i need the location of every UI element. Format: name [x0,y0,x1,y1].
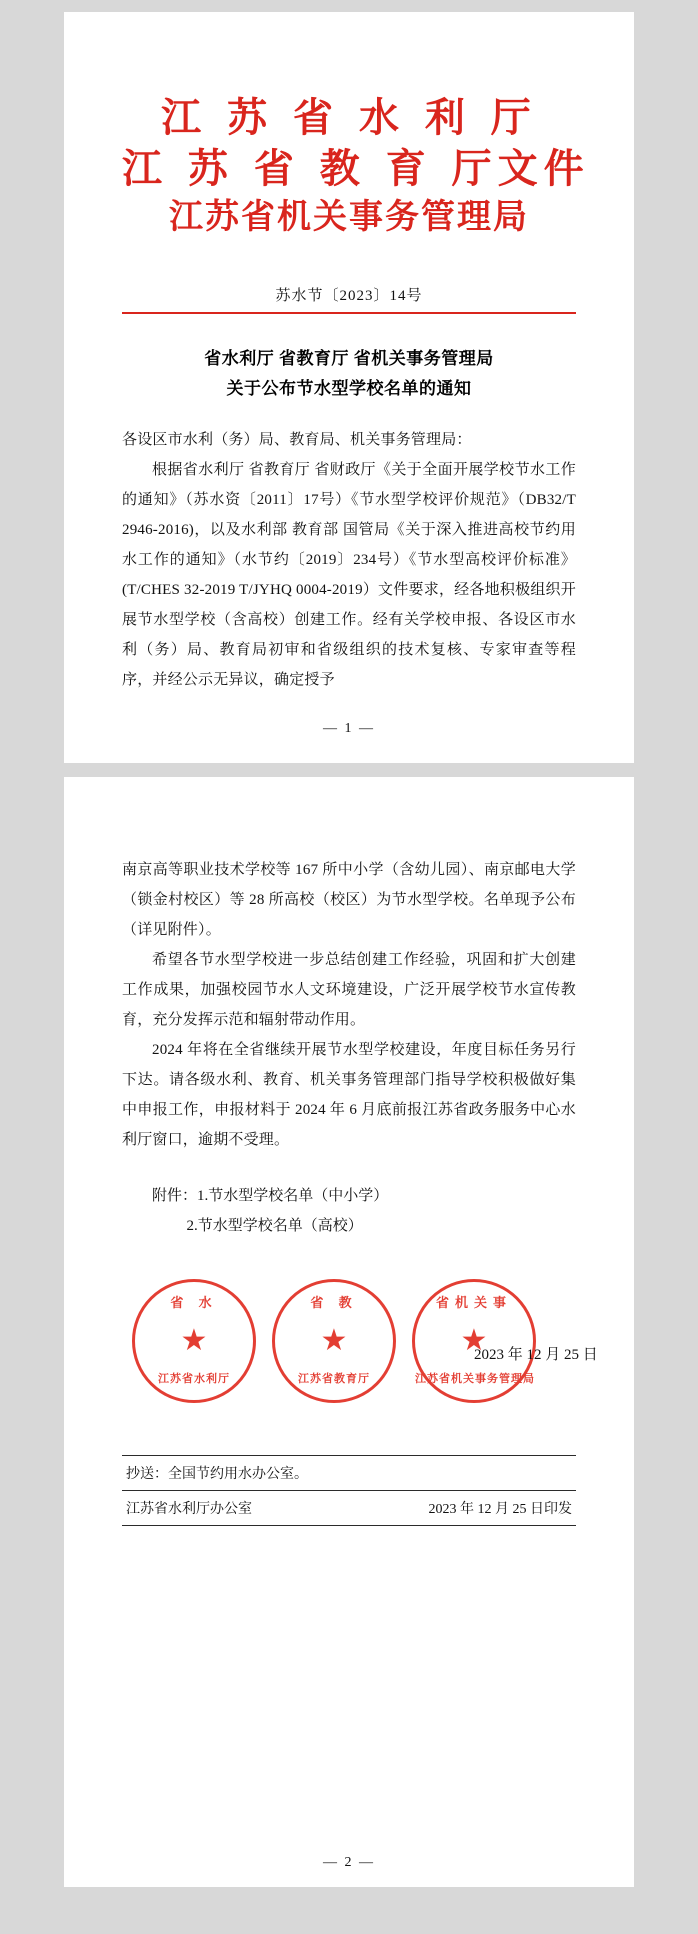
document-footer [122,1455,576,1526]
star-icon: ★ [180,1324,208,1358]
page2-paragraph-1: 南京高等职业技术学校等 167 所中小学（含幼儿园）、南京邮电大学（锁金村校区）等 28 所高校（校区）为节水型学校。名单现予公布（详见附件）。 [122,862,576,939]
seal-government-affairs-bureau [412,1279,536,1403]
seal-1-top-text: 省 水 [170,1295,218,1311]
page1-paragraph-2: 根据省水利厅 省教育厅 省财政厅《关于全面开展学校节水工作的通知》（苏水资〔2011〕17号）《节水型学校评价规范》（DB32/T 2946-2016)，以及水利部 教育部 国管局《关于深入推进高校节约用水工作的通知》（水节约〔2019〕234号）《节水型高校评价标准》(T/CHES 32-2019 T/JYHQ 0004-2019）文件要求，经各地积极组织开展节水型学校（含高校）创建工作。经有关学校申报、各设区市水利（务）局、教育局初审和省级组织的技术复核、专家审查等程序，并经公示无异议，确定授予 [122,462,576,689]
page2-paragraph-3: 2024 年将在全省继续开展节水型学校建设，年度目标任务另行下达。请各级水利、教育、机关事务管理部门指导学校积极做好集中申报工作，申报材料于 2024 年 6 月底前报江苏省政务服务中心水利厅窗口，逾期不受理。 [122,1042,576,1149]
page2-page-number: — 2 — [323,1855,375,1871]
page1-body [122,425,576,695]
document-page-1 [64,12,634,763]
attachment-item-2: 2.节水型学校名单（高校） [186,1218,363,1235]
document-title [122,344,576,404]
seal-3-top-text: 省机关事 [435,1295,512,1311]
star-icon: ★ [320,1324,348,1358]
attachment-list [122,1181,576,1241]
seal-education-department [272,1279,396,1403]
letterhead-line-1: 江 苏 省 水 利 厅 [161,94,537,141]
star-icon: ★ [460,1324,488,1358]
footer-issuer: 江苏省水利厅办公室 [126,1502,252,1518]
page1-paragraph-1: 各设区市水利（务）局、教育局、机关事务管理局： [122,432,472,449]
page1-page-number: — 1 — [323,721,375,737]
red-divider-rule [122,312,576,314]
footer-issue-date: 2023 年 12 月 25 日印发 [428,1502,572,1518]
document-title-line-1: 省水利厅 省教育厅 省机关事务管理局 [204,348,494,368]
page2-body [122,855,576,1155]
seal-2-bottom-text: 江苏省教育厅 [298,1373,370,1386]
letterhead-line-2: 江 苏 省 教 育 厅文件 [122,145,590,193]
document-title-line-2: 关于公布节水型学校名单的通知 [226,378,472,398]
footer-copy-to-row [122,1456,576,1491]
seal-2-top-text: 省 教 [310,1295,358,1311]
footer-issuer-row [122,1491,576,1525]
letterhead-line-3: 江苏省机关事务管理局 [169,197,529,238]
seal-water-resources-department [132,1279,256,1403]
footer-copy-to: 抄送：全国节约用水办公室。 [126,1467,308,1483]
page2-paragraph-2: 希望各节水型学校进一步总结创建工作经验，巩固和扩大创建工作成果，加强校园节水人文环境建设，广泛开展学校节水宣传教育，充分发挥示范和辐射带动作用。 [122,952,576,1029]
seal-1-bottom-text: 江苏省水利厅 [158,1373,230,1386]
seal-date: 2023 年 12 月 25 日 [474,1347,598,1364]
seal-area [122,1271,598,1411]
seal-3-bottom-text: 江苏省机关事务管理局 [415,1373,535,1386]
document-number: 苏水节〔2023〕14号 [275,287,423,304]
attachment-item-1: 附件：1.节水型学校名单（中小学） [152,1188,389,1205]
document-page-2 [64,777,634,1887]
letterhead [122,92,590,240]
